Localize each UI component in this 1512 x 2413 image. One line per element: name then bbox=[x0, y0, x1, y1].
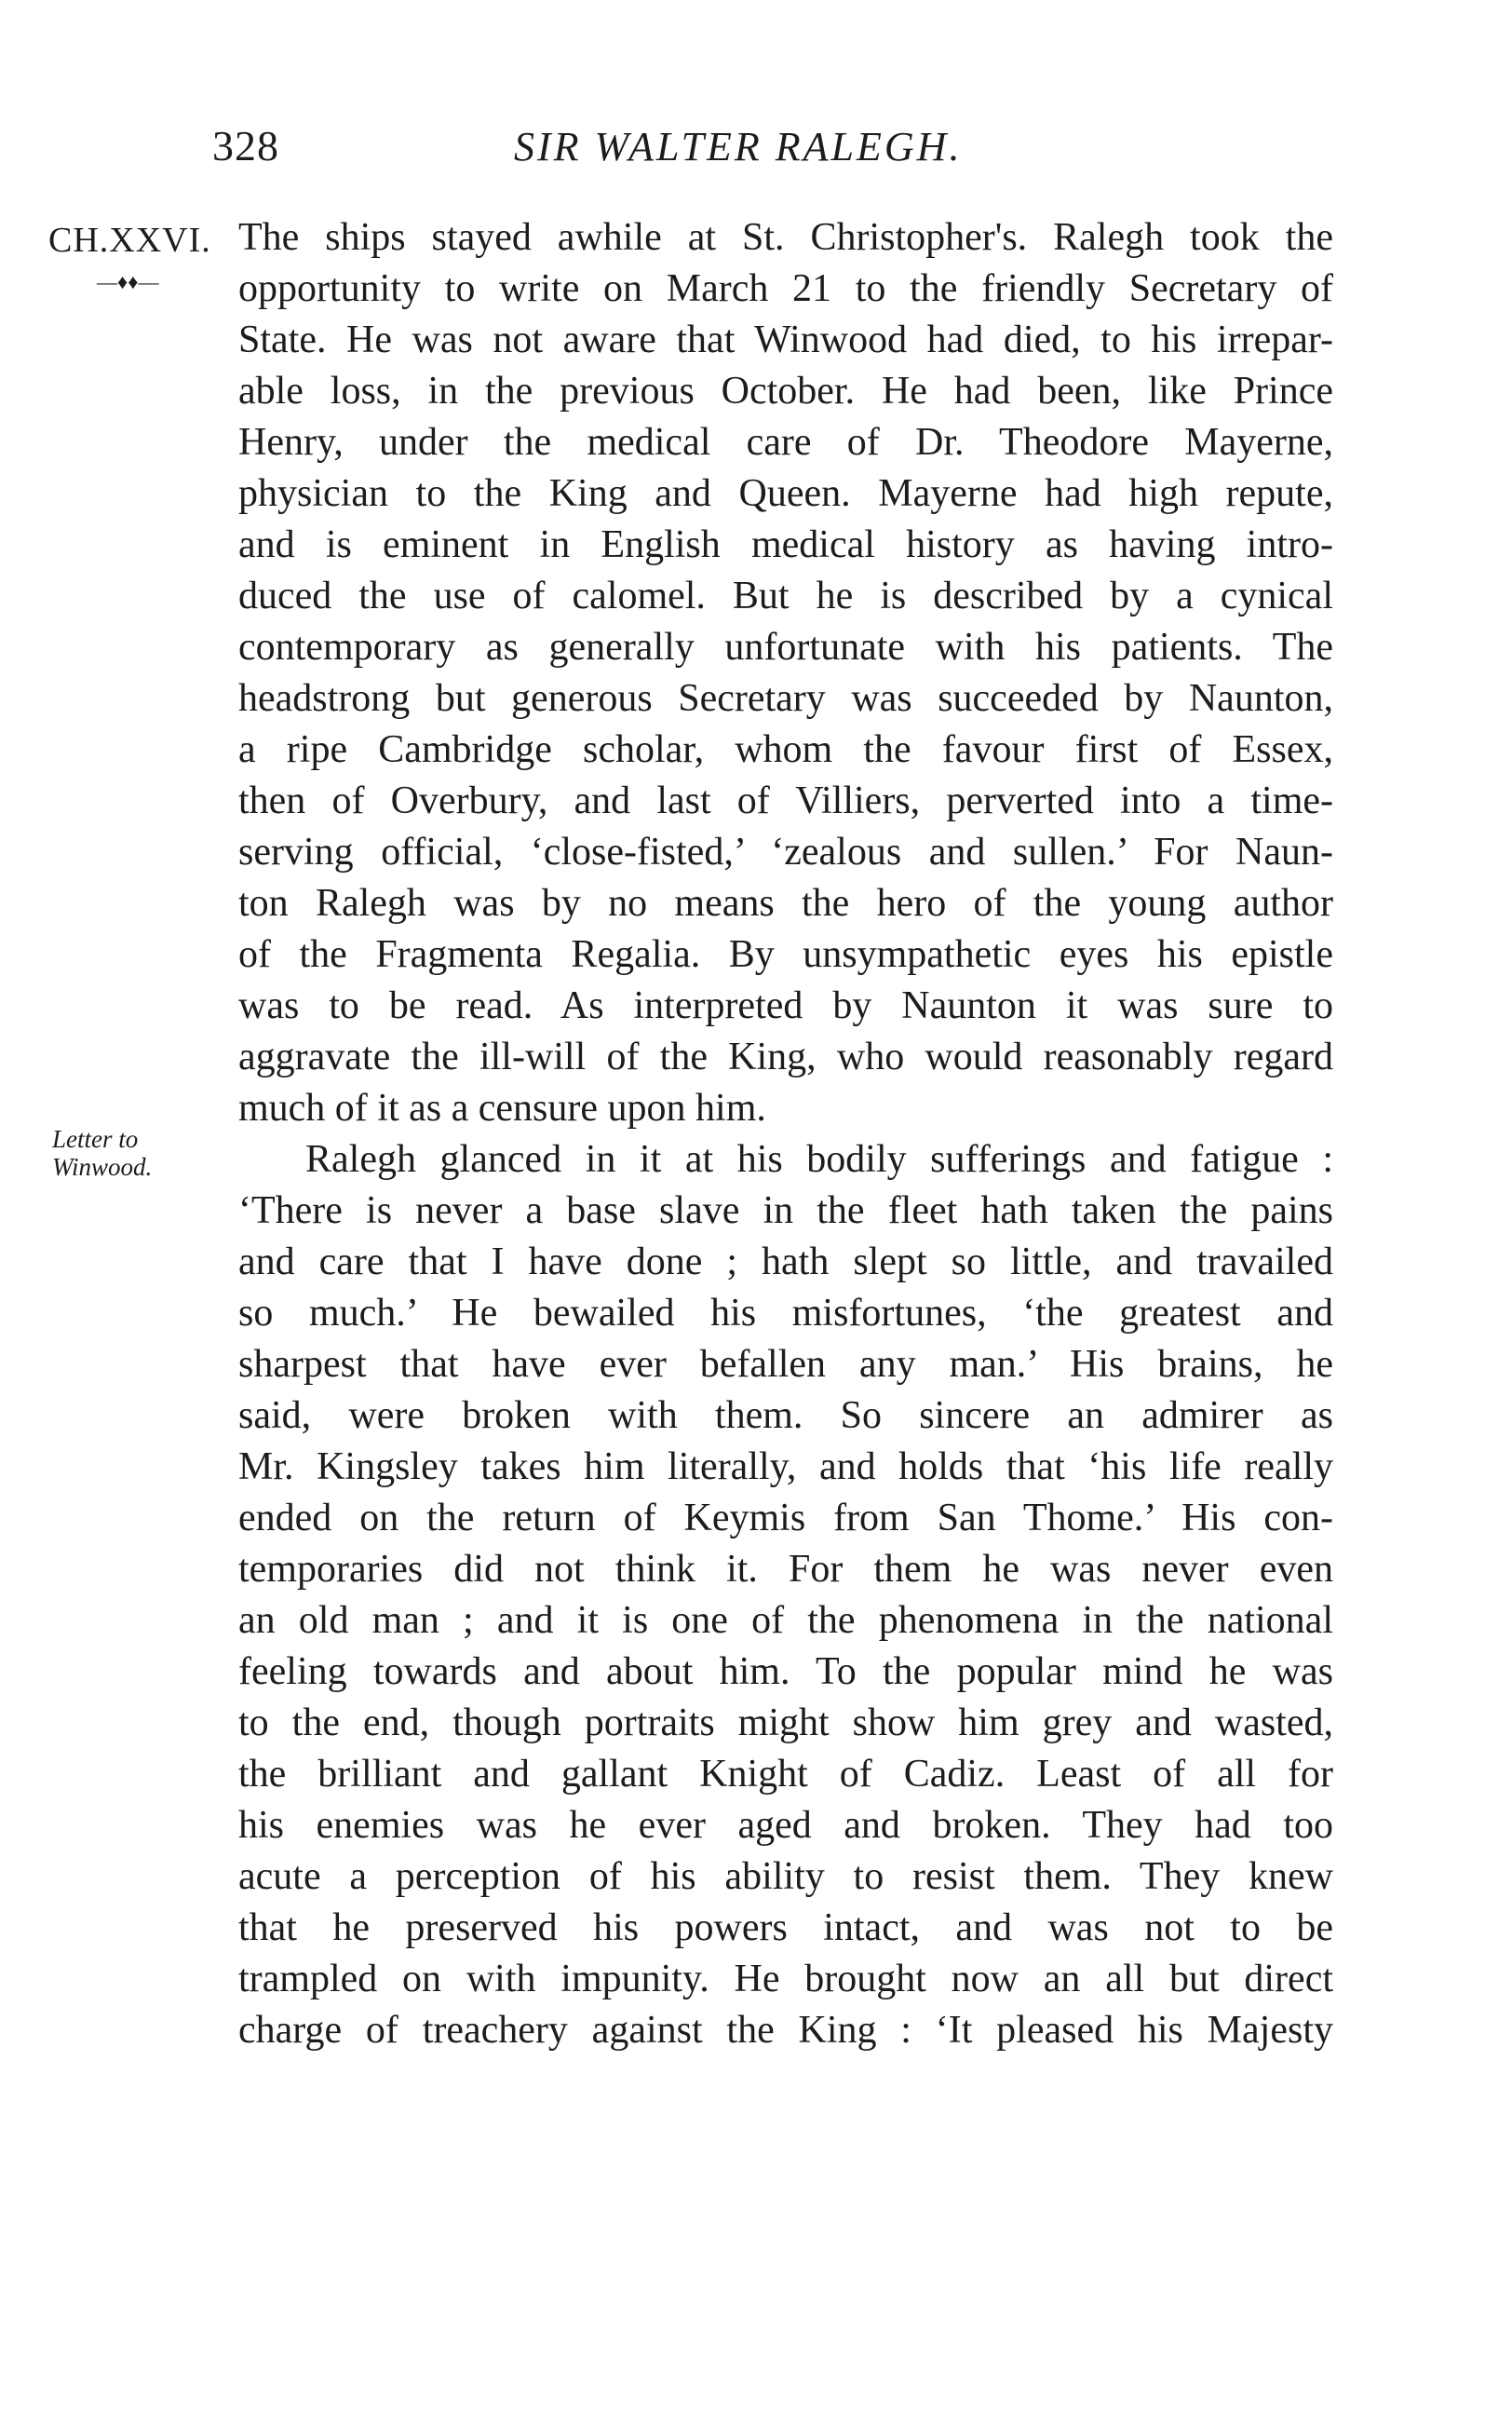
chapter-ornament: —♦♦— bbox=[97, 270, 159, 293]
margin-note bbox=[52, 1125, 220, 1181]
text-line: The ships stayed awhile at St. Christopher's. Ralegh took the bbox=[238, 216, 1333, 259]
paragraph-2 bbox=[238, 1134, 1333, 2056]
text-block bbox=[238, 212, 1333, 2056]
text-line: of the Fragmenta Regalia. By unsympathetic eyes his epistle bbox=[238, 933, 1333, 976]
text-line: charge of treachery against the King : ‘It pleased his Majesty bbox=[238, 2009, 1333, 2052]
chapter-label: CH.XXVI. bbox=[48, 221, 211, 260]
text-line: Ralegh glanced in it at his bodily sufferings and fatigue : bbox=[305, 1138, 1333, 1181]
text-line: to the end, though portraits might show him grey and wasted, bbox=[238, 1701, 1333, 1744]
text-line: said, were broken with them. So sincere an admirer as bbox=[238, 1394, 1333, 1437]
margin-note-line-1: Letter to bbox=[52, 1125, 139, 1153]
text-line: sharpest that have ever befallen any man.’ His brains, he bbox=[238, 1343, 1333, 1386]
text-line: opportunity to write on March 21 to the friendly Secretary of bbox=[238, 267, 1333, 310]
margin-note-line-2: Winwood. bbox=[52, 1153, 153, 1181]
text-line: was to be read. As interpreted by Naunton it was sure to bbox=[238, 984, 1333, 1027]
text-line: duced the use of calomel. But he is described by a cynical bbox=[238, 575, 1333, 617]
text-line: aggravate the ill-will of the King, who would reasonably regard bbox=[238, 1036, 1333, 1078]
text-line: State. He was not aware that Winwood had died, to his irrepar- bbox=[238, 319, 1333, 361]
text-line: an old man ; and it is one of the phenomena in the national bbox=[238, 1599, 1333, 1642]
text-line: the brilliant and gallant Knight of Cadiz. Least of all for bbox=[238, 1753, 1333, 1796]
text-line: able loss, in the previous October. He had been, like Prince bbox=[238, 370, 1333, 413]
paragraph-1 bbox=[238, 212, 1333, 1134]
text-line: a ripe Cambridge scholar, whom the favour first of Essex, bbox=[238, 728, 1333, 771]
text-line: so much.’ He bewailed his misfortunes, ‘the greatest and bbox=[238, 1292, 1333, 1335]
text-line: then of Overbury, and last of Villiers, perverted into a time- bbox=[238, 779, 1333, 822]
text-line: serving official, ‘close-fisted,’ ‘zealous and sullen.’ For Naun- bbox=[238, 831, 1333, 874]
text-line: and is eminent in English medical history as having intro- bbox=[238, 523, 1333, 566]
text-line: trampled on with impunity. He brought now an all but direct bbox=[238, 1958, 1333, 2000]
text-line: ‘There is never a base slave in the fleet hath taken the pains bbox=[238, 1189, 1333, 1232]
text-line: feeling towards and about him. To the popular mind he was bbox=[238, 1650, 1333, 1693]
text-line: contemporary as generally unfortunate with his patients. The bbox=[238, 626, 1333, 669]
text-line: Mr. Kingsley takes him literally, and holds that ‘his life really bbox=[238, 1445, 1333, 1488]
text-line: ton Ralegh was by no means the hero of the young author bbox=[238, 882, 1333, 925]
text-line: ended on the return of Keymis from San Thome.’ His con- bbox=[238, 1497, 1333, 1539]
text-line: headstrong but generous Secretary was succeeded by Naunton, bbox=[238, 677, 1333, 720]
text-line: and care that I have done ; hath slept so little, and travailed bbox=[238, 1240, 1333, 1283]
text-line: much of it as a censure upon him. bbox=[238, 1087, 766, 1130]
text-line: Henry, under the medical care of Dr. Theodore Mayerne, bbox=[238, 421, 1333, 464]
page-number: 328 bbox=[212, 122, 279, 169]
text-line: his enemies was he ever aged and broken. They had too bbox=[238, 1804, 1333, 1847]
text-line: physician to the King and Queen. Mayerne had high repute, bbox=[238, 472, 1333, 515]
text-line: that he preserved his powers intact, and was not to be bbox=[238, 1906, 1333, 1949]
running-head: SIR WALTER RALEGH. bbox=[514, 124, 963, 169]
text-line: acute a perception of his ability to resist them. They knew bbox=[238, 1855, 1333, 1898]
text-line: temporaries did not think it. For them he was never even bbox=[238, 1548, 1333, 1591]
